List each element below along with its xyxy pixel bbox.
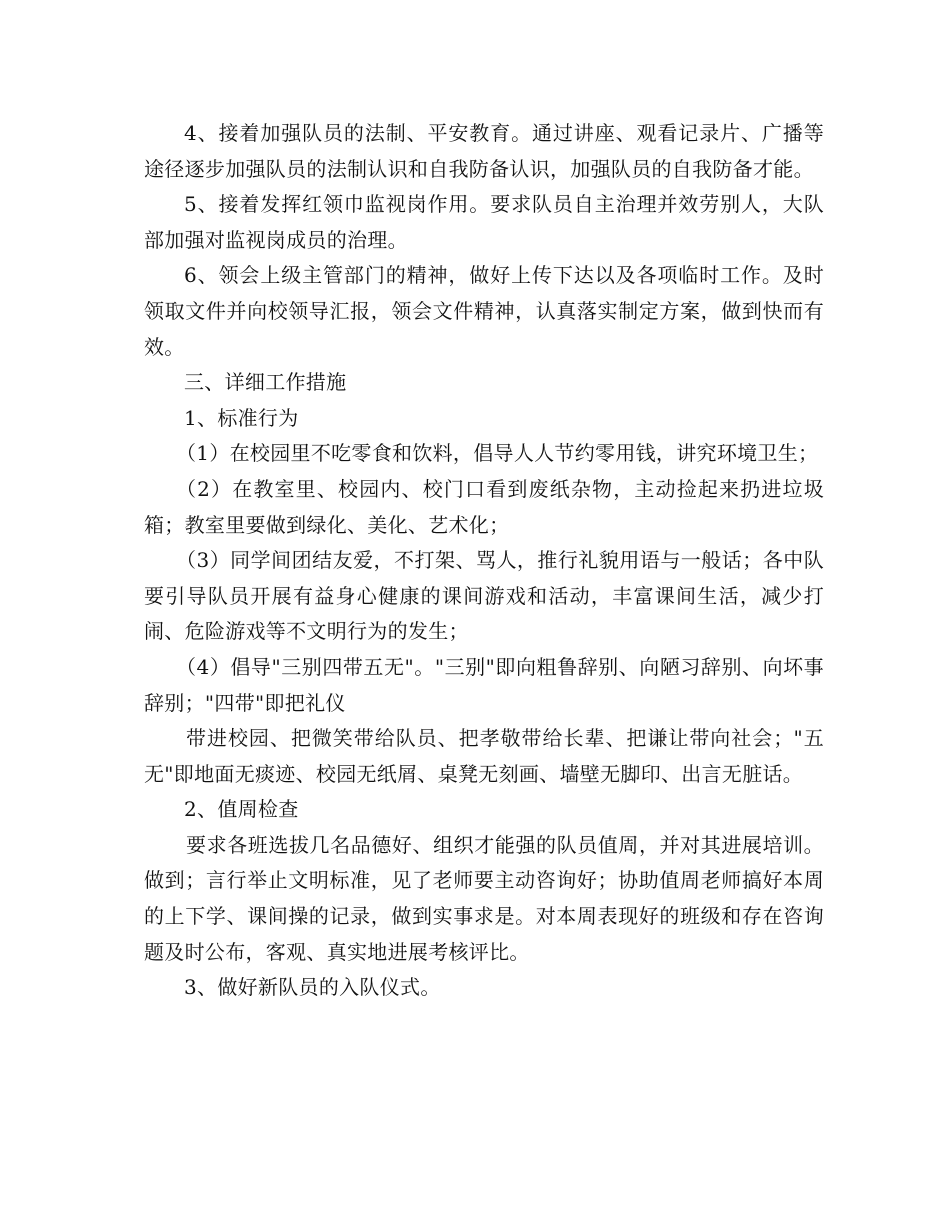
document-body: [144, 116, 824, 1006]
paragraph-item-6: 6、领会上级主管部门的精神，做好上传下达以及各项临时工作。及时领取文件并向校领导汇报，领会文件精神，认真落实制定方案，做到快而有效。: [144, 263, 824, 359]
subheading-3: 3、做好新队员的入队仪式。: [184, 975, 441, 1000]
paragraph-item-1-1: （1）在校园里不吃零食和饮料，倡导人人节约零用钱，讲究环境卫生；: [176, 441, 819, 466]
paragraph-item-1-4: （4）倡导"三别四带五无"。"三别"即向粗鲁辞别、向陋习辞别、向坏事辞别；"四带"即把礼仪: [144, 654, 824, 715]
subheading-2: 2、值周检查: [184, 797, 299, 822]
subheading-1: 1、标准行为: [184, 405, 299, 430]
paragraph-item-4: 4、接着加强队员的法制、平安教育。通过讲座、观看记录片、广播等途径逐步加强队员的法制认识和自我防备认识，加强队员的自我防备才能。: [144, 121, 824, 181]
paragraph-item-1-4-continued: 带进校园、把微笑带给队员、把孝敬带给长辈、把谦让带向社会；"五无"即地面无痰迹、校园无纸屑、桌凳无刻画、墙壁无脚印、出言无脏话。: [144, 726, 824, 786]
section-heading-3: 三、详细工作措施: [184, 370, 347, 395]
paragraph-item-1-2: （2）在教室里、校园内、校门口看到废纸杂物，主动捡起来扔进垃圾箱；教室里要做到绿化、美化、艺术化；: [144, 476, 824, 537]
paragraph-item-5: 5、接着发挥红领巾监视岗作用。要求队员自主治理并效劳别人，大队部加强对监视岗成员的治理。: [144, 192, 824, 252]
paragraph-item-1-3: （3）同学间团结友爱，不打架、骂人，推行礼貌用语与一般话；各中队要引导队员开展有益身心健康的课间游戏和活动，丰富课间生活，减少打闹、危险游戏等不文明行为的发生；: [144, 548, 824, 644]
paragraph-item-2-body: 要求各班选拔几名品德好、组织才能强的队员值周，并对其进展培训。做到；言行举止文明标准，见了老师要主动咨询好；协助值周老师搞好本周的上下学、课间操的记录，做到实事求是。对本周表现好的班级和存在咨询题及时公布，客观、真实地进展考核评比。: [144, 832, 824, 964]
